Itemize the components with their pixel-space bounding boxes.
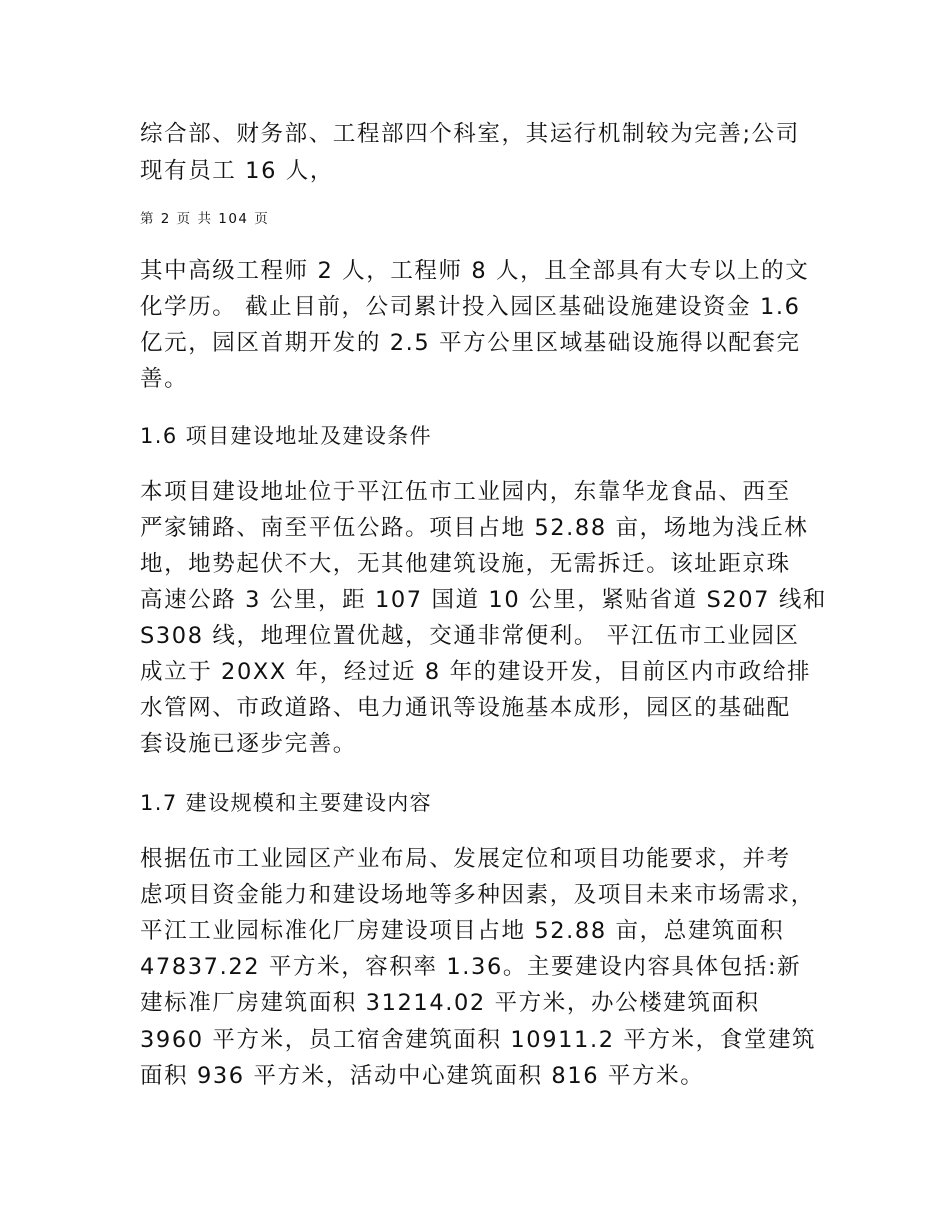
section-1-6-line-2: 严家铺路、南至平伍公路。项目占地 52.88 亩，场地为浅丘林 (140, 515, 809, 541)
section-1-6-line-4: 高速公路 3 公里，距 107 国道 10 公里，紧贴省道 S207 线和 (140, 587, 828, 613)
paragraph-2-line-2: 化学历。 截止目前，公司累计投入园区基础设施建设资金 1.6 (140, 294, 801, 320)
paragraph-1-line-1: 综合部、财务部、工程部四个科室，其运行机制较为完善;公司 (140, 121, 800, 147)
section-1-7-heading: 1.7 建设规模和主要建设内容 (140, 791, 433, 815)
section-1-6-line-6: 成立于 20XX 年，经过近 8 年的建设开发，目前区内市政给排 (140, 659, 812, 685)
section-1-6-line-3: 地，地势起伏不大，无其他建筑设施，无需拆迁。该址距京珠 (140, 551, 791, 577)
section-1-7-line-3: 平江工业园标准化厂房建设项目占地 52.88 亩，总建筑面积 (140, 918, 785, 944)
section-1-7-line-4: 47837.22 平方米，容积率 1.36。主要建设内容具体包括:新 (140, 954, 802, 980)
section-1-7-line-2: 虑项目资金能力和建设场地等多种因素，及项目未来市场需求， (140, 882, 815, 908)
page-number-footer: 第 2 页 共 104 页 (140, 211, 270, 227)
section-1-6-heading: 1.6 项目建设地址及建设条件 (140, 424, 433, 448)
section-1-6-line-5: S308 线，地理位置优越，交通非常便利。 平江伍市工业园区 (140, 623, 800, 649)
section-1-6-line-8: 套设施已逐步完善。 (140, 731, 357, 757)
section-1-7-line-6: 3960 平方米，员工宿舍建筑面积 10911.2 平方米，食堂建筑 (140, 1027, 817, 1053)
section-1-6-line-1: 本项目建设地址位于平江伍市工业园内，东靠华龙食品、西至 (140, 479, 791, 505)
section-1-7-line-1: 根据伍市工业园区产业布局、发展定位和项目功能要求，并考 (140, 846, 791, 872)
paragraph-2-line-3: 亿元，园区首期开发的 2.5 平方公里区域基础设施得以配套完 (140, 330, 801, 356)
section-1-6-line-7: 水管网、市政道路、电力通讯等设施基本成形，园区的基础配 (140, 695, 791, 721)
paragraph-2-line-4: 善。 (140, 366, 189, 392)
paragraph-1-line-2: 现有员工 16 人， (140, 158, 334, 184)
section-1-7-line-5: 建标准厂房建筑面积 31214.02 平方米，办公楼建筑面积 (140, 990, 760, 1016)
section-1-7-line-7: 面积 936 平方米，活动中心建筑面积 816 平方米。 (140, 1063, 705, 1089)
paragraph-2-line-1: 其中高级工程师 2 人，工程师 8 人，且全部具有大专以上的文 (140, 258, 810, 284)
